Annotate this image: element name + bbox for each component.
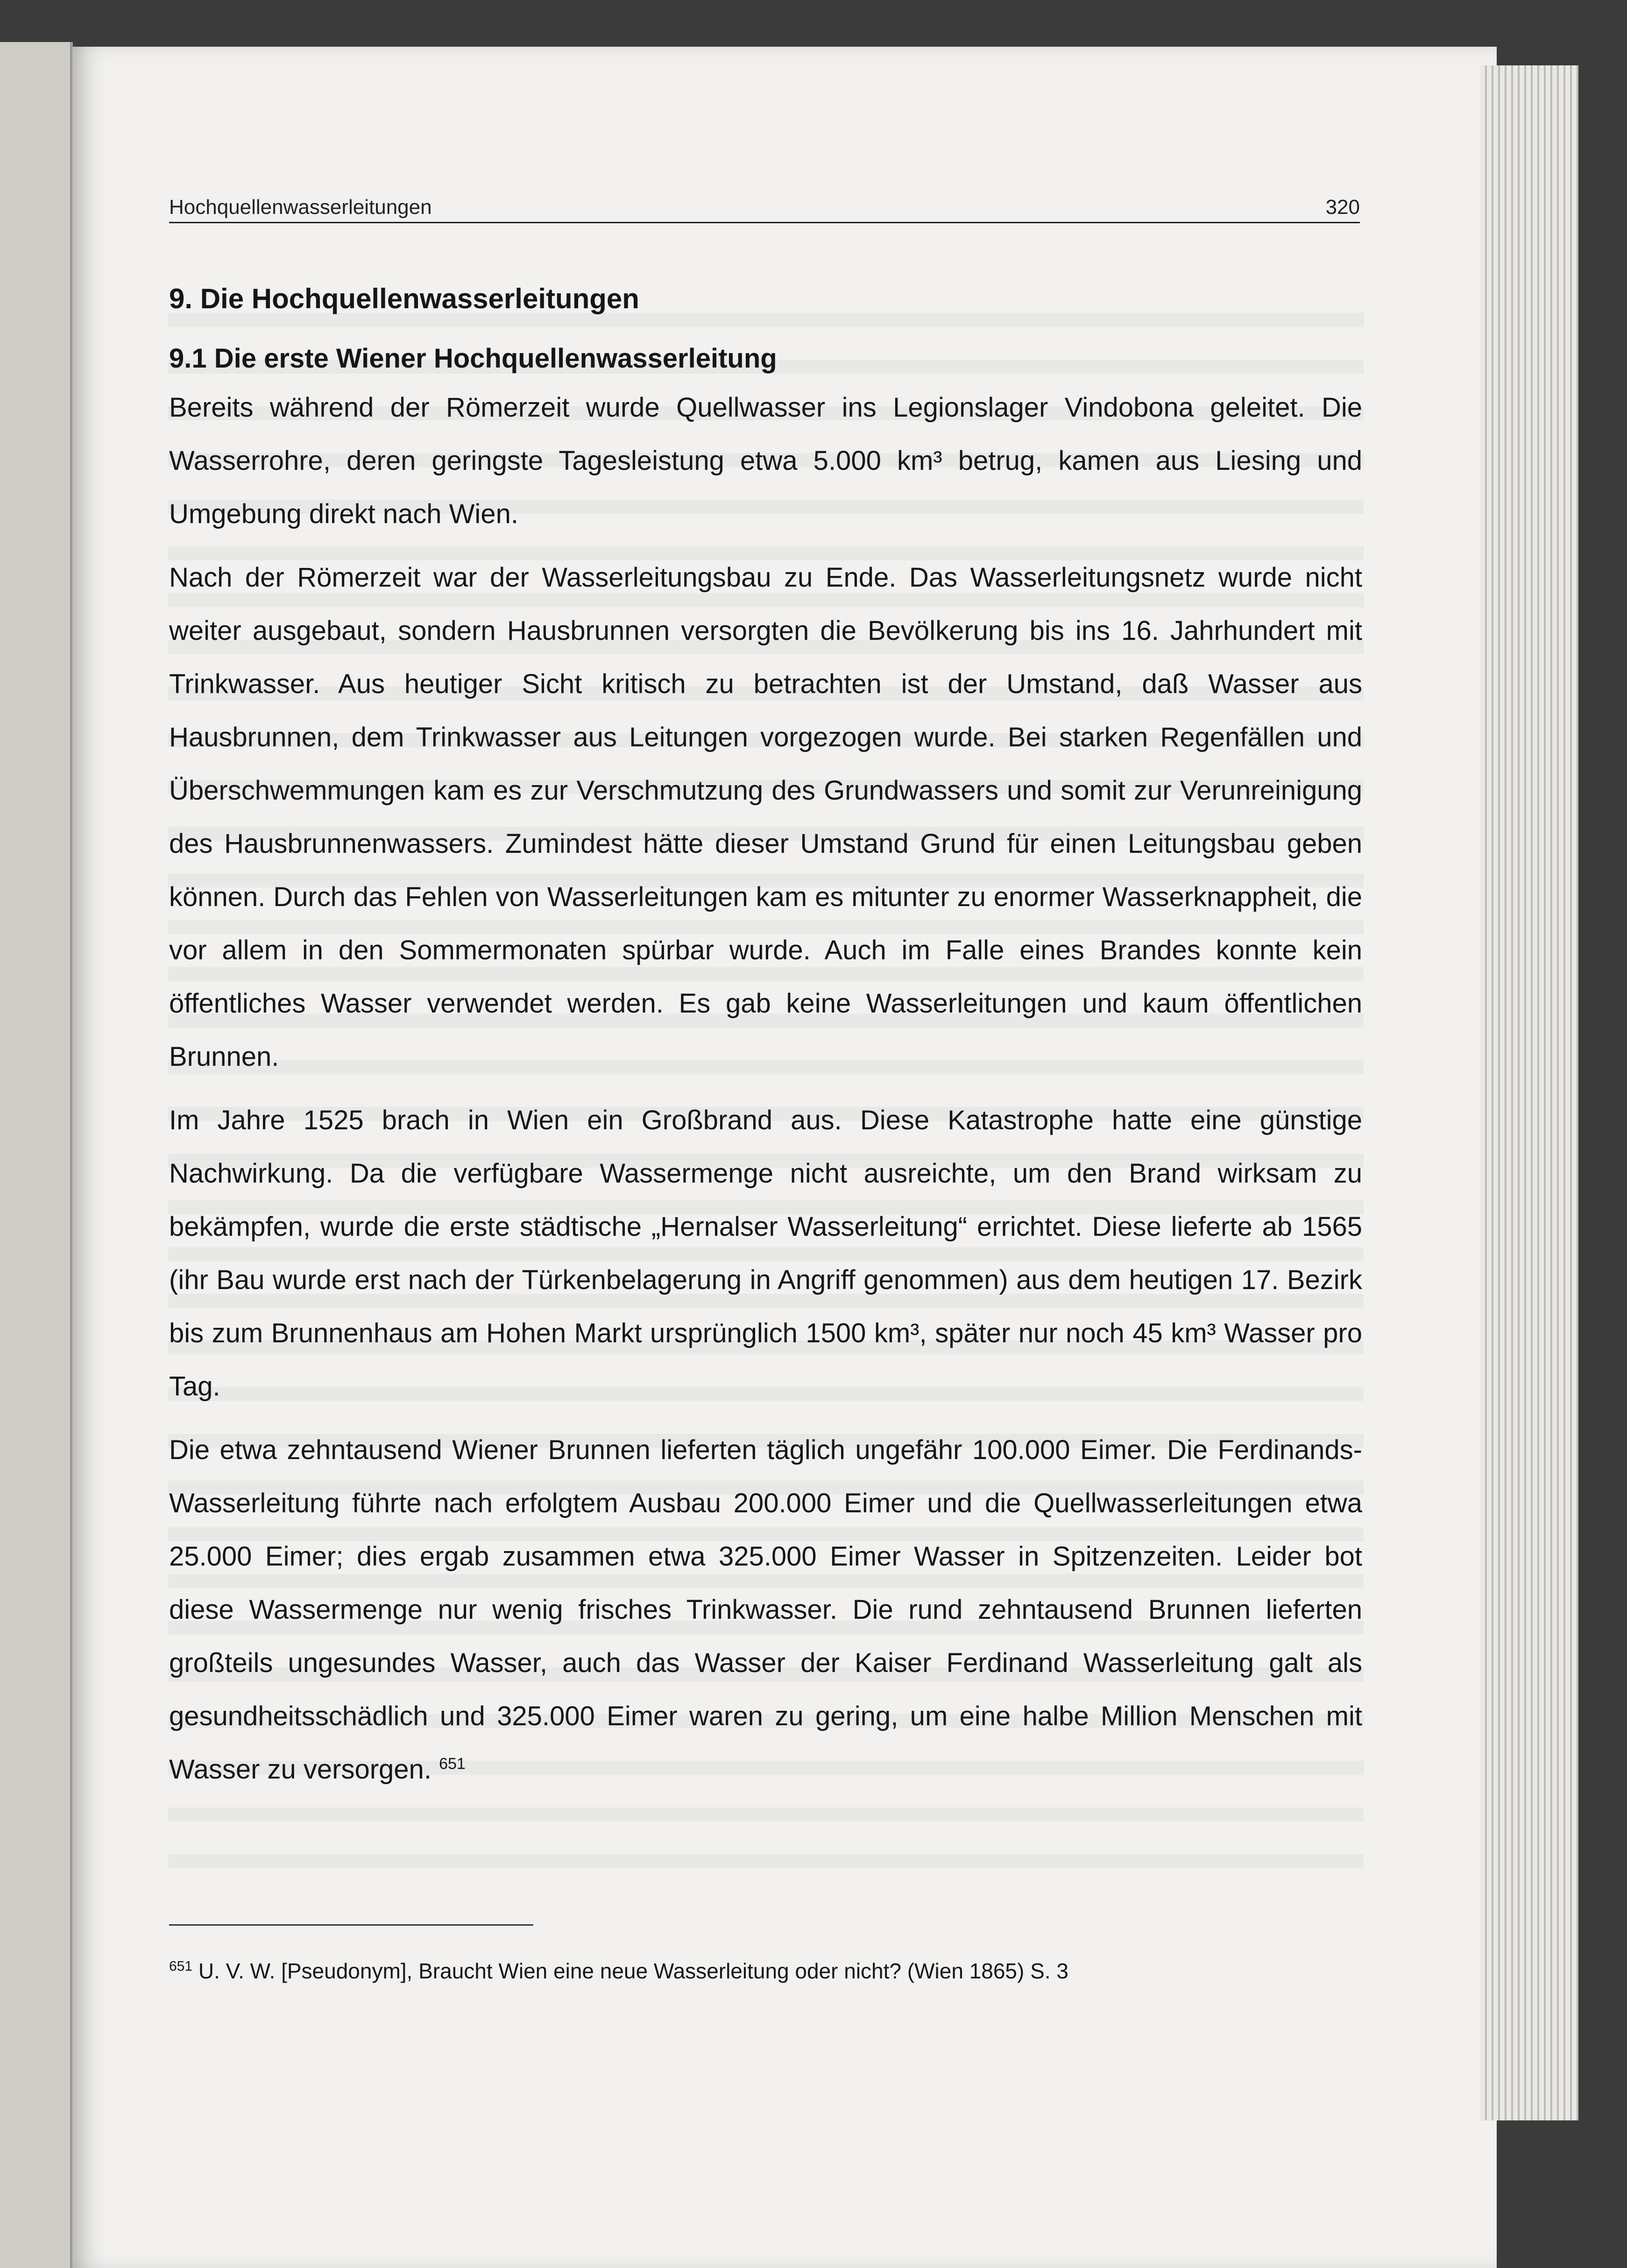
footnote-text: U. V. W. [Pseudonym], Braucht Wien eine neue Wasserleitung oder nicht? (Wien 1865) S. 3 (198, 1959, 1068, 1983)
paragraph-water-supply-text: Die etwa zehntausend Wiener Brunnen lieferten täglich ungefähr 100.000 Eimer. Die Ferdinands-Wasserleitung führte nach erfolgtem Ausbau 200.000 Eimer und die Quellwasserleitungen etwa 25.000 Eimer; dies ergab zusammen etwa 325.000 Eimer Wasser in Spitzenzeiten. Leider bot diese Wassermenge nur wenig frisches Trinkwasser. Die rund zehntausend Brunnen lieferten großteils ungesundes Wasser, auch das Wasser der Kaiser Ferdinand Wasserleitung galt als gesundheitsschädlich und 325.000 Eimer waren zu gering, um eine halbe Million Menschen mit Wasser zu versorgen. (169, 1435, 1362, 1785)
paragraph-roman-era: Bereits während der Römerzeit wurde Quellwasser ins Legionslager Vindobona geleitet. Die Wasserrohre, deren geringste Tagesleistung etwa 5.000 km³ betrug, kamen aus Liesing und Umgebung direkt nach Wien. (169, 392, 1362, 529)
page-stack-edges (1480, 65, 1578, 2120)
footnote (169, 1957, 1362, 1985)
footnote-number: 651 (169, 1958, 193, 1974)
paragraph-water-supply (169, 1424, 1362, 1796)
page-body (169, 280, 1362, 1807)
facing-page-edge (0, 42, 73, 2268)
footnote-divider (169, 1924, 533, 1926)
running-head-title: Hochquellenwasserleitungen (169, 196, 432, 219)
running-head (169, 194, 1360, 223)
footnote-reference: 651 (439, 1755, 466, 1773)
chapter-heading: 9. Die Hochquellenwasserleitungen (169, 283, 639, 314)
page-number: 320 (1325, 196, 1360, 219)
paragraph-after-roman-era: Nach der Römerzeit war der Wasserleitungsbau zu Ende. Das Wasserleitungsnetz wurde nicht weiter ausgebaut, sondern Hausbrunnen versorgten die Bevölkerung bis ins 16. Jahrhundert mit Trinkwasser. Aus heutiger Sicht kritisch zu betrachten ist der Umstand, daß Wasser aus Hausbrunnen, dem Trinkwasser aus Leitungen vorgezogen wurde. Bei starken Regenfällen und Überschwemmungen kam es zur Verschmutzung des Grundwassers und somit zur Verunreinigung des Hausbrunnenwassers. Zumindest hätte dieser Umstand Grund für einen Leitungsbau geben können. Durch das Fehlen von Wasserleitungen kam es mitunter zu enormer Wasserknappheit, die vor allem in den Sommermonaten spürbar wurde. Auch im Falle eines Brandes konnte kein öffentliches Wasser verwendet werden. Es gab keine Wasserleitungen und kaum öffentlichen Brunnen. (169, 562, 1362, 1072)
paragraph-great-fire: Im Jahre 1525 brach in Wien ein Großbrand aus. Diese Katastrophe hatte eine günstige Nachwirkung. Da die verfügbare Wassermenge nicht ausreichte, um den Brand wirksam zu bekämpfen, wurde die erste städtische „Hernalser Wasserleitung“ errichtet. Diese lieferte ab 1565 (ihr Bau wurde erst nach der Türkenbelagerung in Angriff genommen) aus dem heutigen 17. Bezirk bis zum Brunnenhaus am Hohen Markt ursprünglich 1500 km³, später nur noch 45 km³ Wasser pro Tag. (169, 1105, 1362, 1402)
section-heading: 9.1 Die erste Wiener Hochquellenwasserleitung (169, 343, 777, 374)
